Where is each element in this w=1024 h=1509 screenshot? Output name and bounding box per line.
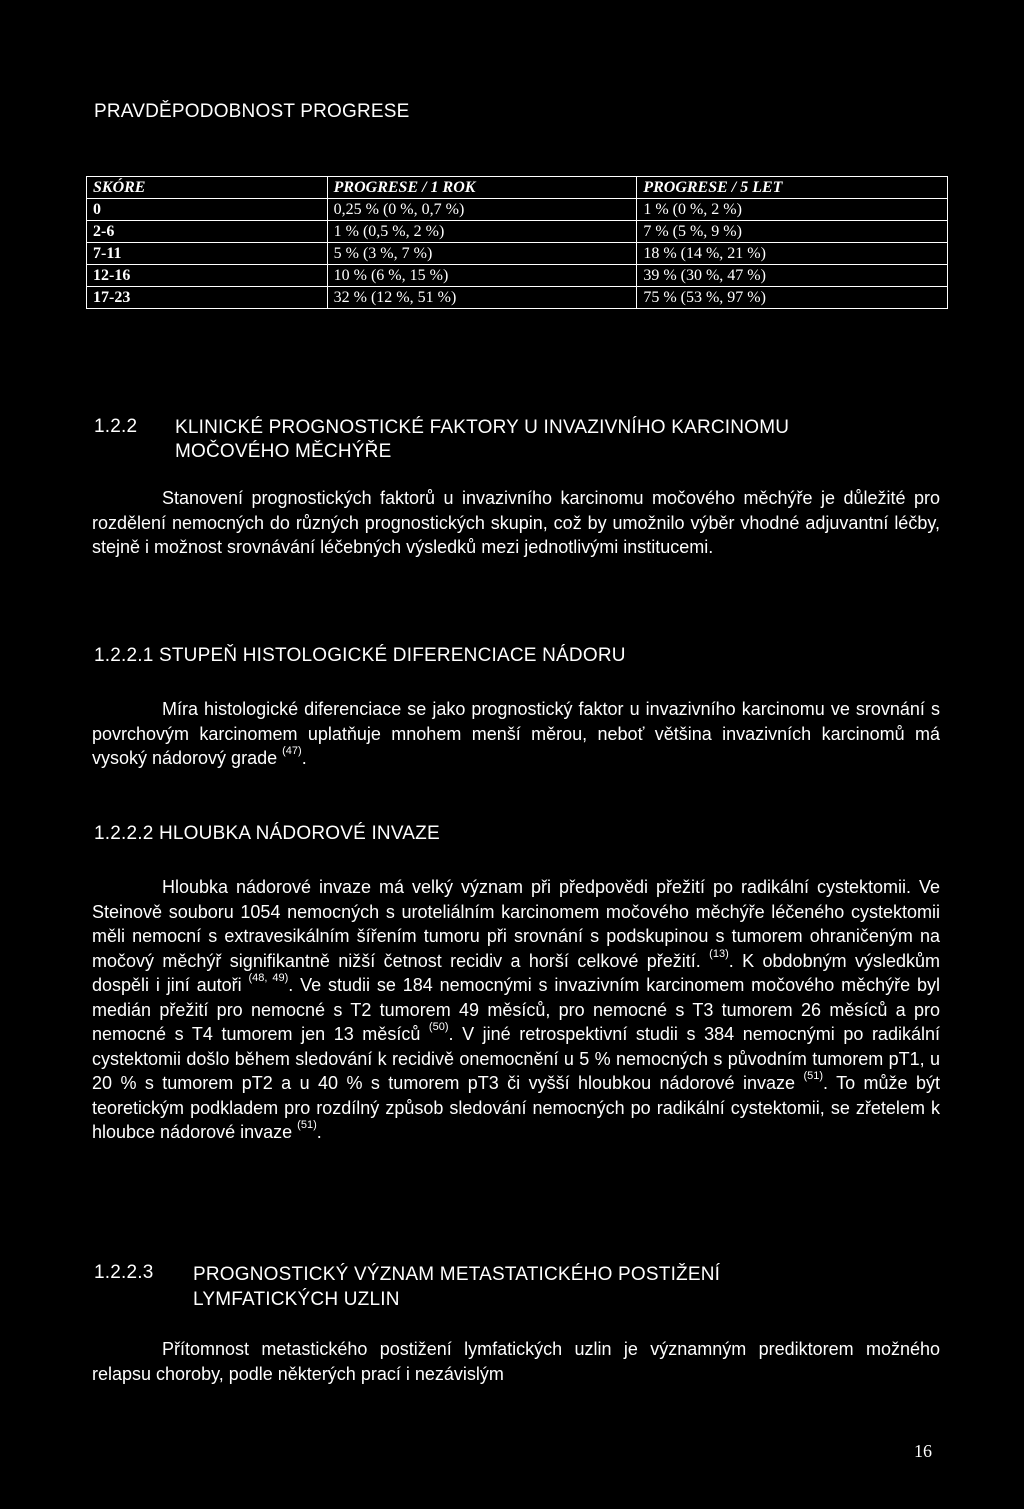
paragraph-text: Míra histologické diferenciace se jako prognostický faktor u invazivního karcinomu ve srovnání s povrchovým karcinomem uplatňuje mnohem menší měrou, neboť většina invazivních karcinomů má vysoký nádorový grade xyxy=(92,699,940,768)
paragraph-text: Hloubka nádorové invaze má velký význam při předpovědi přežití po radikální cystektomii. Ve Steinově souboru 1054 nemocných s uroteliálním karcinomem močového měchýře léčeného cystektomii měli nemocní s extravesikálním šířením tumoru při srovnání s podskupinou s tumorem ohraničeným na močový měchýř signifikantně nižší četnost recidiv a horší celkové přežití. xyxy=(92,877,940,971)
page-number: 16 xyxy=(914,1441,932,1461)
table-row xyxy=(87,287,948,309)
header-progression-1-year: PROGRESE / 1 ROK xyxy=(327,177,637,199)
progression-1-year-cell: 32 % (12 %, 51 %) xyxy=(327,287,637,309)
heading-invasion-depth: 1.2.2.2 HLOUBKA NÁDOROVÉ INVAZE xyxy=(94,823,440,844)
table-row xyxy=(87,265,948,287)
citation-ref: (47) xyxy=(282,745,302,757)
citation-ref: (51) xyxy=(297,1119,317,1131)
section-title-line: PROGNOSTICKÝ VÝZNAM METASTATICKÉHO POSTIŽENÍ xyxy=(193,1264,721,1285)
progression-1-year-cell: 10 % (6 %, 15 %) xyxy=(327,265,637,287)
citation-ref: (48, 49) xyxy=(248,972,289,984)
progression-1-year-cell: 0,25 % (0 %, 0,7 %) xyxy=(327,199,637,221)
table-row xyxy=(87,243,948,265)
section-title-line: LYMFATICKÝCH UZLIN xyxy=(193,1289,400,1310)
citation-ref: (50) xyxy=(428,1021,449,1033)
paragraph-text: . To může být teoretickým podkladem pro rozdílný způsob sledování nemocných po radikální cystektomii, se zřetelem k hloubce nádorové invaze xyxy=(92,1073,940,1142)
section-title-clinical-factors xyxy=(175,416,789,464)
progression-5-years-cell: 75 % (53 %, 97 %) xyxy=(637,287,948,309)
progression-5-years-cell: 39 % (30 %, 47 %) xyxy=(637,265,948,287)
section-title-line: MOČOVÉHO MĚCHÝŘE xyxy=(175,441,392,462)
paragraph-text: . Ve studii se 184 nemocnými s invazivním karcinomem močového měchýře byl medián přežití pro nemocné s T2 tumorem 49 měsíců, pro nemocné s T3 tumorem 26 měsíců a pro nemocné s T4 tumorem jen 13 měsíců xyxy=(92,975,940,1044)
score-cell: 17-23 xyxy=(87,287,328,309)
paragraph-histologic-differentiation xyxy=(92,697,940,771)
section-number-1-2-2-3: 1.2.2.3 xyxy=(94,1262,154,1283)
section-title-line: KLINICKÉ PROGNOSTICKÉ FAKTORY U INVAZIVNÍHO KARCINOMU xyxy=(175,417,790,438)
paragraph-end: . xyxy=(316,1122,322,1142)
score-cell: 12-16 xyxy=(87,265,328,287)
citation-ref: (13) xyxy=(709,947,729,960)
table-header-row xyxy=(87,177,948,199)
paragraph-end: . xyxy=(301,748,307,768)
paragraph-lymph-nodes: Přítomnost metastického postižení lymfatických uzlin je významným prediktorem možného relapsu choroby, podle některých prací i nezávislým xyxy=(92,1339,940,1384)
section-title-probability: PRAVDĚPODOBNOST PROGRESE xyxy=(94,101,410,122)
score-cell: 0 xyxy=(87,199,328,221)
table-row xyxy=(87,221,948,243)
progression-table xyxy=(86,176,948,309)
paragraph-text: . K obdobným výsledkům dospěli i jiní autoři xyxy=(92,950,941,995)
progression-1-year-cell: 5 % (3 %, 7 %) xyxy=(327,243,637,265)
score-cell: 2-6 xyxy=(87,221,328,243)
paragraph-clinical-factors: Stanovení prognostických faktorů u invazivního karcinomu močového měchýře je důležité pro rozdělení nemocných do různých prognostických skupin, což by umožnilo výběr vhodné adjuvantní léčby, stejně i možnost srovnávání léčebných výsledků mezi jednotlivými institucemi. xyxy=(92,488,940,557)
section-number-1-2-2: 1.2.2 xyxy=(94,416,138,437)
progression-5-years-cell: 18 % (14 %, 21 %) xyxy=(637,243,948,265)
table-row xyxy=(87,199,948,221)
paragraph-text: . V jiné retrospektivní studii s 384 nemocnými po radikální cystektomii došlo během sledování k recidivě onemocnění u 5 % nemocných s původním tumorem pT1, u 20 % s tumorem pT2 a u 40 % s tumorem pT3 či vyšší hloubkou nádorové invaze xyxy=(92,1024,940,1093)
progression-1-year-cell: 1 % (0,5 %, 2 %) xyxy=(327,221,637,243)
paragraph-invasion-depth xyxy=(92,875,940,1145)
citation-ref: (51) xyxy=(803,1070,824,1082)
section-title-lymph-nodes xyxy=(193,1262,720,1312)
header-score: SKÓRE xyxy=(87,177,328,199)
heading-histologic-differentiation: 1.2.2.1 STUPEŇ HISTOLOGICKÉ DIFERENCIACE NÁDORU xyxy=(94,645,626,666)
progression-5-years-cell: 1 % (0 %, 2 %) xyxy=(637,199,948,221)
score-cell: 7-11 xyxy=(87,243,328,265)
header-progression-5-years: PROGRESE / 5 LET xyxy=(637,177,948,199)
progression-5-years-cell: 7 % (5 %, 9 %) xyxy=(637,221,948,243)
